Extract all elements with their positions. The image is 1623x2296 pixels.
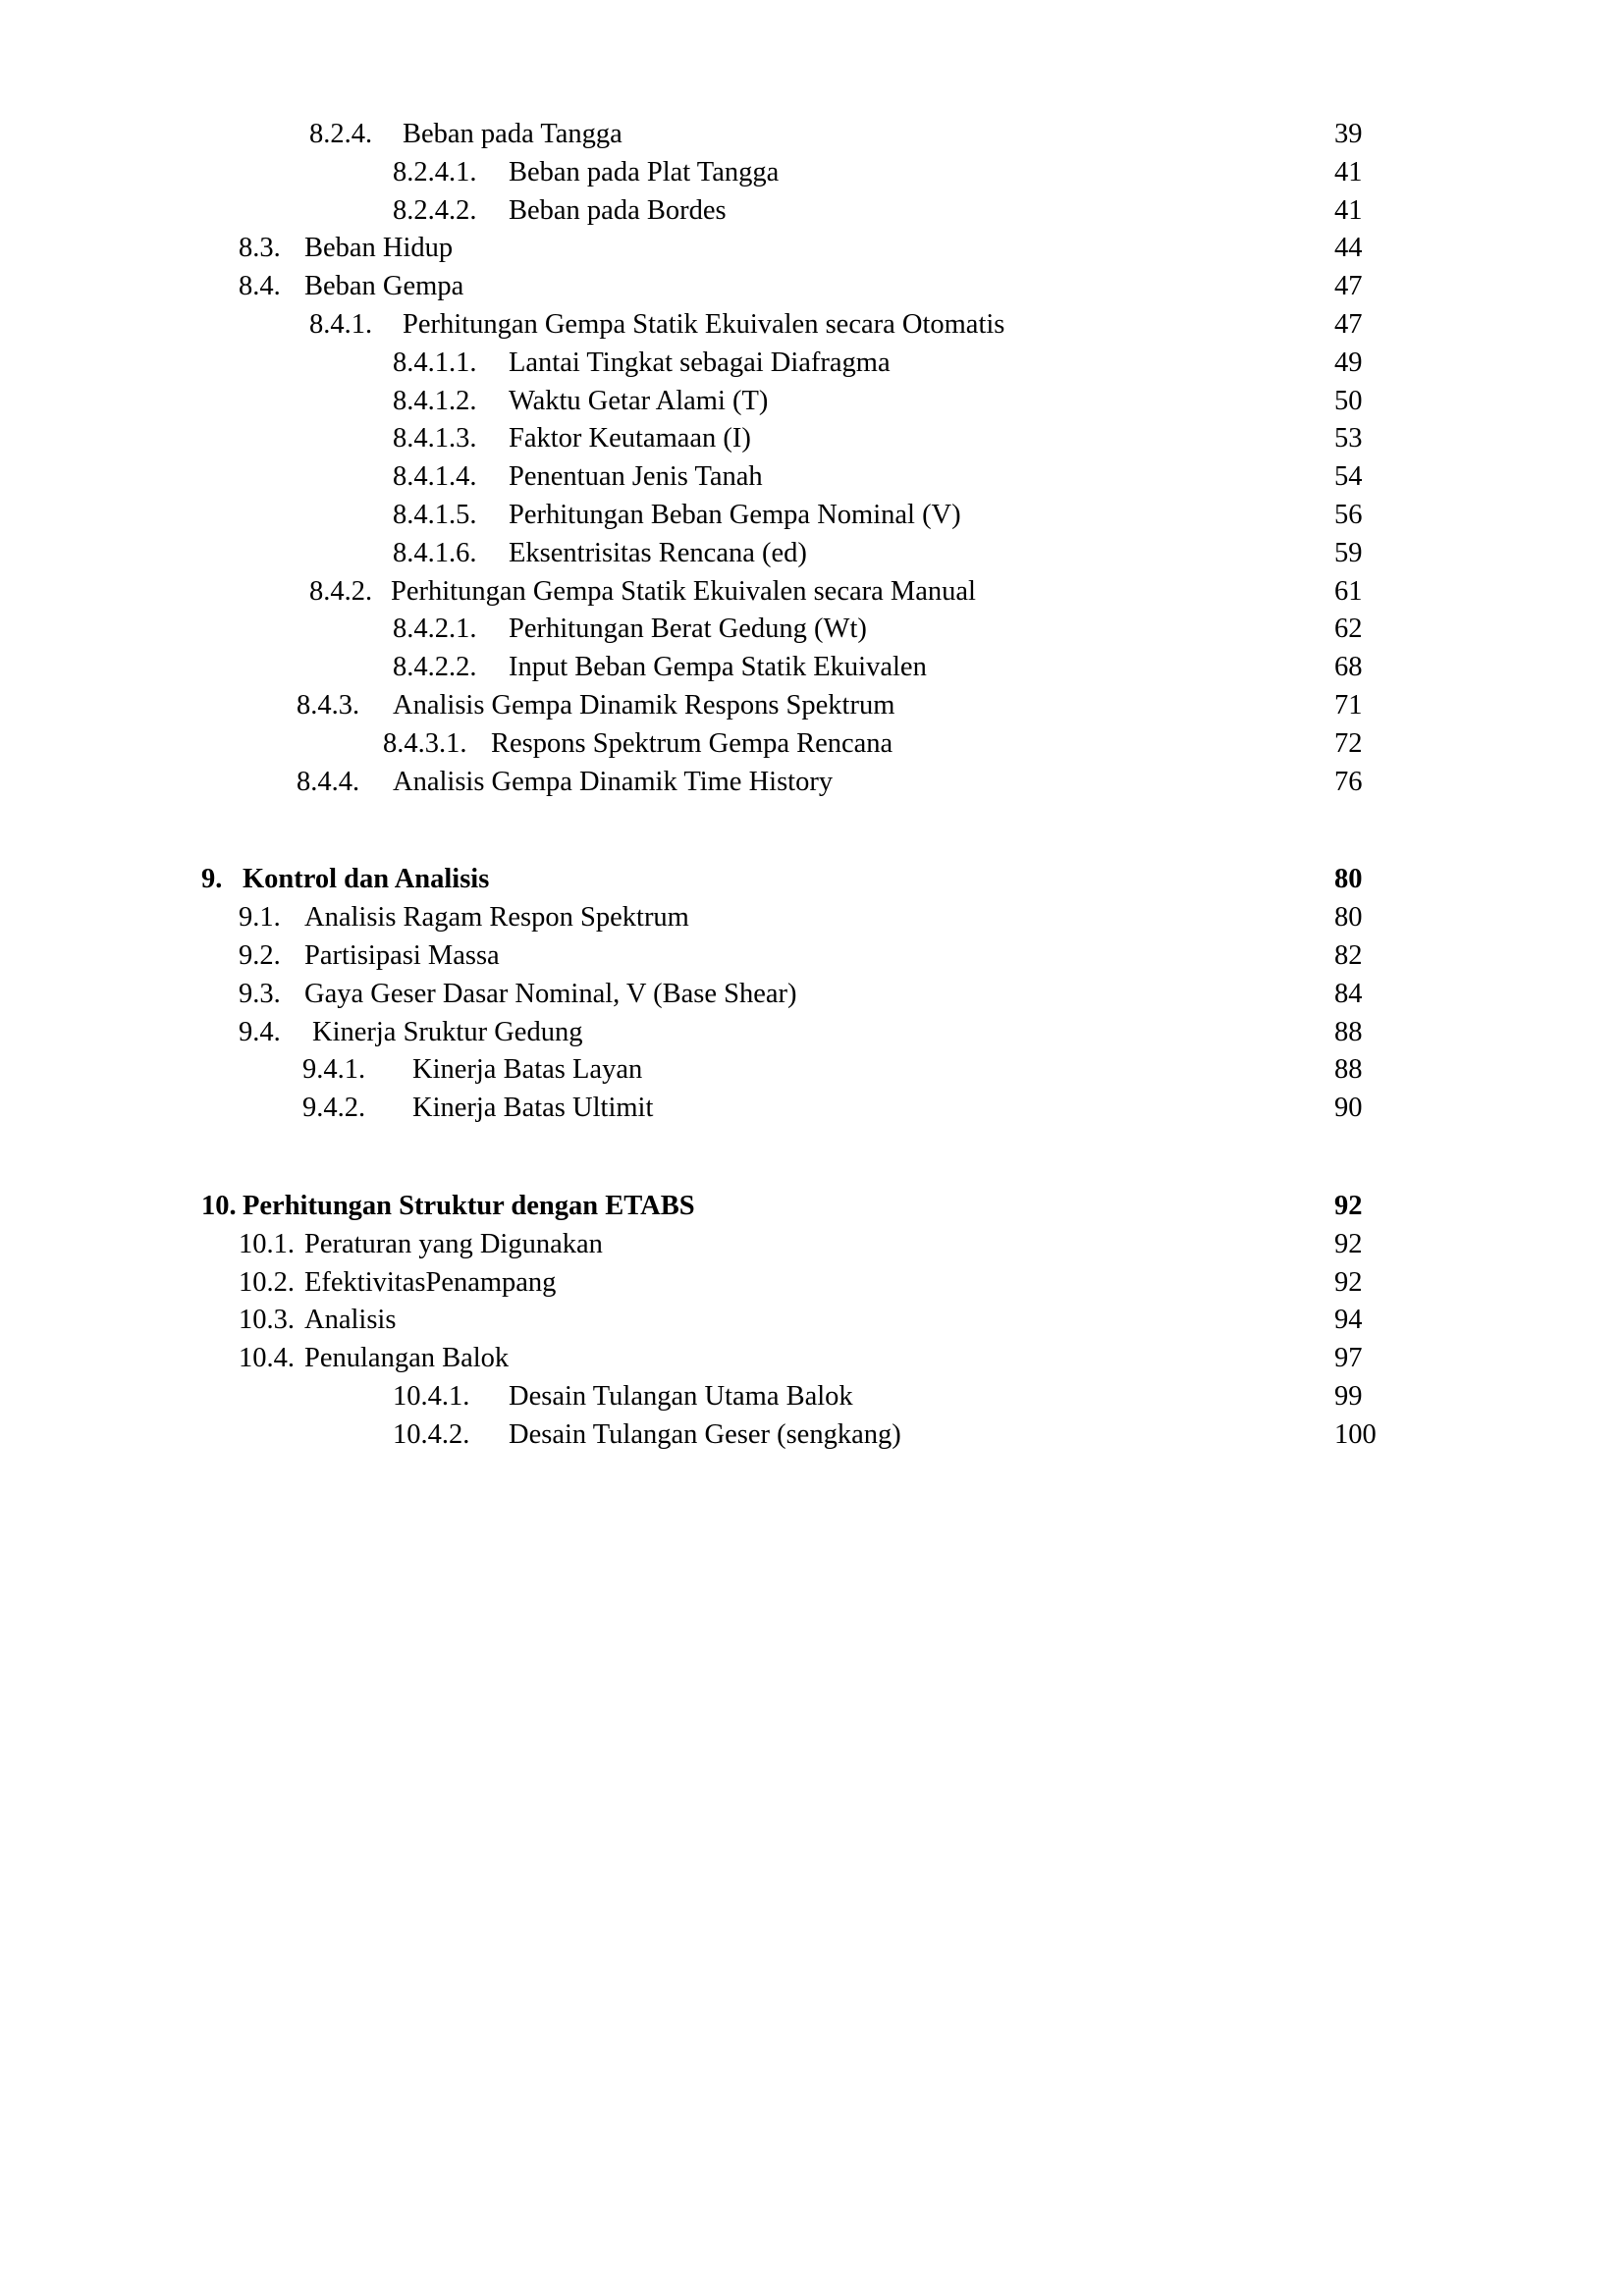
toc-entry[interactable] xyxy=(0,345,1623,383)
toc-entry-number: 8.4.1.2. xyxy=(393,385,477,416)
toc-entry-title: Analisis Ragam Respon Spektrum xyxy=(304,902,689,934)
toc-entry[interactable] xyxy=(0,1302,1623,1340)
toc-entry-title: Beban pada Plat Tangga xyxy=(509,156,780,187)
toc-entry-page-number: 99 xyxy=(1334,1380,1363,1412)
toc-entry[interactable] xyxy=(0,976,1623,1014)
toc-entry-title: EfektivitasPenampang xyxy=(304,1266,557,1298)
toc-entry-page-number: 50 xyxy=(1334,385,1363,416)
toc-entry-number: 10.3. xyxy=(239,1305,295,1336)
toc-entry[interactable] xyxy=(0,1264,1623,1303)
toc-entry-page-number: 59 xyxy=(1334,537,1363,568)
toc-entry-page-number: 61 xyxy=(1334,575,1363,607)
toc-entry-number: 9.4.2. xyxy=(302,1093,366,1124)
toc-entry-title: Peraturan yang Digunakan xyxy=(304,1228,603,1259)
toc-entry-page-number: 54 xyxy=(1334,461,1363,493)
toc-entry-title: Desain Tulangan Utama Balok xyxy=(509,1380,853,1412)
toc-entry-page-number: 49 xyxy=(1334,347,1363,378)
toc-entry[interactable] xyxy=(0,764,1623,802)
toc-entry-page-number: 41 xyxy=(1334,156,1363,187)
toc-entry-title: Beban Hidup xyxy=(304,233,454,264)
toc-entry-title: Beban pada Tangga xyxy=(403,119,622,149)
toc-entry-page-number: 53 xyxy=(1334,423,1363,454)
toc-entry-title: Eksentrisitas Rencana (ed) xyxy=(509,537,807,568)
toc-entry-number: 10.4. xyxy=(239,1343,295,1374)
toc-entry-number: 10. xyxy=(201,1190,237,1221)
toc-entry-title: Analisis xyxy=(304,1305,397,1336)
toc-entry-page-number: 44 xyxy=(1334,233,1363,264)
toc-entry-page-number: 62 xyxy=(1334,614,1363,645)
toc-entry-number: 8.4.1. xyxy=(309,308,373,340)
toc-entry[interactable] xyxy=(0,1226,1623,1264)
toc-entry-page-number: 80 xyxy=(1334,902,1363,934)
toc-entry-page-number: 94 xyxy=(1334,1305,1363,1336)
toc-entry-title: Perhitungan Beban Gempa Nominal (V) xyxy=(509,499,961,530)
toc-entry-number: 9.3. xyxy=(239,978,281,1009)
toc-entry-title: Faktor Keutamaan (I) xyxy=(509,423,751,454)
toc-entry-title: Kinerja Batas Layan xyxy=(412,1054,643,1086)
toc-entry-number: 8.4.2.2. xyxy=(393,652,477,683)
toc-entry-number: 8.4.2.1. xyxy=(393,614,477,645)
toc-entry[interactable] xyxy=(0,1188,1623,1226)
toc-entry[interactable] xyxy=(0,649,1623,687)
toc-entry-number: 8.4.1.4. xyxy=(393,461,477,493)
toc-entry-number: 8.4.4. xyxy=(297,766,360,797)
toc-entry-number: 9.4.1. xyxy=(302,1054,366,1086)
toc-entry-title: Lantai Tingkat sebagai Diafragma xyxy=(509,347,891,378)
toc-entry[interactable] xyxy=(0,268,1623,306)
toc-entry-number: 8.4.1.1. xyxy=(393,347,477,378)
toc-entry-title: Respons Spektrum Gempa Rencana xyxy=(491,727,893,759)
toc-entry-number: 9.2. xyxy=(239,939,281,971)
toc-entry-page-number: 84 xyxy=(1334,978,1363,1009)
toc-entry-number: 9. xyxy=(201,864,223,895)
toc-entry-page-number: 47 xyxy=(1334,308,1363,340)
toc-entry-number: 10.1. xyxy=(239,1228,295,1259)
toc-entry-title: Analisis Gempa Dinamik Time History xyxy=(393,766,834,797)
toc-entry-number: 8.4.1.3. xyxy=(393,423,477,454)
toc-entry[interactable] xyxy=(0,899,1623,937)
toc-entry-page-number: 88 xyxy=(1334,1016,1363,1047)
toc-entry[interactable] xyxy=(0,230,1623,268)
toc-entry-number: 10.2. xyxy=(239,1266,295,1298)
toc-entry[interactable] xyxy=(0,383,1623,421)
toc-entry-title: Penulangan Balok xyxy=(304,1343,510,1374)
toc-entry-page-number: 72 xyxy=(1334,727,1363,759)
toc-entry-title: Waktu Getar Alami (T) xyxy=(509,385,769,416)
toc-entry-page-number: 100 xyxy=(1334,1418,1377,1450)
table-of-contents xyxy=(0,116,1623,1455)
toc-entry[interactable] xyxy=(0,1014,1623,1052)
toc-entry-number: 9.1. xyxy=(239,902,281,934)
toc-entry-title: Beban pada Bordes xyxy=(509,194,727,226)
toc-entry[interactable] xyxy=(0,937,1623,976)
toc-entry-title: Penentuan Jenis Tanah xyxy=(509,461,763,493)
toc-entry-title: Kinerja Batas Ultimit xyxy=(412,1093,654,1124)
toc-entry-title: Partisipasi Massa xyxy=(304,939,500,971)
toc-entry-number: 8.4.1.5. xyxy=(393,499,477,530)
toc-entry[interactable] xyxy=(0,497,1623,535)
toc-entry[interactable] xyxy=(0,611,1623,649)
toc-entry-page-number: 90 xyxy=(1334,1093,1363,1124)
toc-entry[interactable] xyxy=(0,192,1623,231)
toc-entry-title: Kontrol dan Analisis xyxy=(243,864,490,895)
toc-entry-number: 8.4.1.6. xyxy=(393,537,477,568)
toc-entry[interactable] xyxy=(0,154,1623,192)
toc-entry-title: Desain Tulangan Geser (sengkang) xyxy=(509,1418,901,1450)
toc-entry-page-number: 39 xyxy=(1334,119,1363,149)
toc-entry-page-number: 92 xyxy=(1334,1228,1363,1259)
toc-entry-title: Beban Gempa xyxy=(304,271,464,302)
toc-entry[interactable] xyxy=(0,861,1623,899)
toc-entry[interactable] xyxy=(0,1051,1623,1090)
toc-entry[interactable] xyxy=(0,1378,1623,1416)
toc-entry-page-number: 92 xyxy=(1334,1266,1363,1298)
toc-entry-number: 8.4. xyxy=(239,271,281,302)
toc-entry-page-number: 41 xyxy=(1334,194,1363,226)
toc-entry-title: Perhitungan Gempa Statik Ekuivalen secara Otomatis xyxy=(403,308,1005,340)
toc-entry[interactable] xyxy=(0,116,1623,154)
toc-entry[interactable] xyxy=(0,1416,1623,1455)
toc-entry-number: 10.4.1. xyxy=(393,1380,470,1412)
toc-entry-title: Analisis Gempa Dinamik Respons Spektrum xyxy=(393,689,895,721)
toc-entry-number: 8.2.4.1. xyxy=(393,156,477,187)
toc-entry-number: 8.2.4. xyxy=(309,119,373,149)
toc-entry-page-number: 56 xyxy=(1334,499,1363,530)
toc-entry-page-number: 97 xyxy=(1334,1343,1363,1374)
toc-entry-title: Kinerja Sruktur Gedung xyxy=(312,1016,583,1047)
toc-entry[interactable] xyxy=(0,687,1623,725)
toc-entry-page-number: 68 xyxy=(1334,652,1363,683)
toc-entry-page-number: 71 xyxy=(1334,689,1363,721)
toc-entry[interactable] xyxy=(0,573,1623,612)
toc-entry-title: Gaya Geser Dasar Nominal, V (Base Shear) xyxy=(304,978,797,1009)
toc-entry-page-number: 88 xyxy=(1334,1054,1363,1086)
toc-entry-title: Perhitungan Gempa Statik Ekuivalen secara Manual xyxy=(391,575,976,607)
toc-entry-page-number: 47 xyxy=(1334,271,1363,302)
toc-entry-number: 8.4.3.1. xyxy=(383,727,467,759)
toc-entry[interactable] xyxy=(0,420,1623,458)
toc-entry-title: Input Beban Gempa Statik Ekuivalen xyxy=(509,652,927,683)
toc-entry-number: 8.4.2. xyxy=(309,575,373,607)
toc-entry[interactable] xyxy=(0,535,1623,573)
toc-entry-title: Perhitungan Struktur dengan ETABS xyxy=(243,1190,695,1221)
toc-entry-number: 9.4. xyxy=(239,1016,281,1047)
toc-entry-page-number: 80 xyxy=(1334,864,1363,895)
toc-entry[interactable] xyxy=(0,458,1623,497)
toc-entry[interactable] xyxy=(0,306,1623,345)
toc-entry-number: 8.3. xyxy=(239,233,281,264)
toc-entry[interactable] xyxy=(0,1090,1623,1128)
toc-entry-number: 8.2.4.2. xyxy=(393,194,477,226)
toc-entry-page-number: 92 xyxy=(1334,1190,1363,1221)
toc-entry[interactable] xyxy=(0,1340,1623,1378)
toc-entry-page-number: 76 xyxy=(1334,766,1363,797)
toc-entry-number: 10.4.2. xyxy=(393,1418,470,1450)
toc-entry-number: 8.4.3. xyxy=(297,689,360,721)
toc-entry[interactable] xyxy=(0,725,1623,764)
toc-entry-page-number: 82 xyxy=(1334,939,1363,971)
toc-entry-title: Perhitungan Berat Gedung (Wt) xyxy=(509,614,867,645)
